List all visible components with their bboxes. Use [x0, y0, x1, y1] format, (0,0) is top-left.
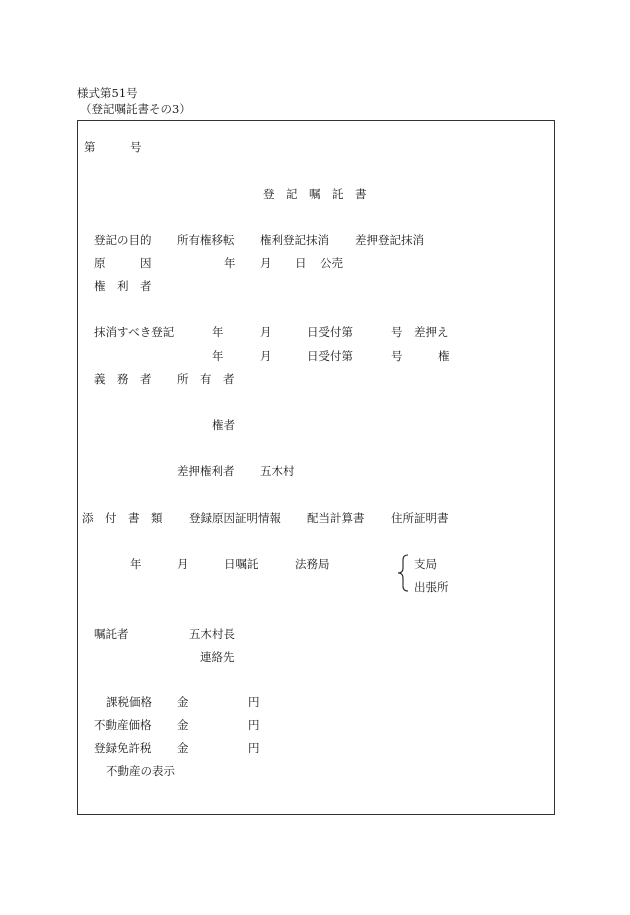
cancel-row2-month: 月 — [260, 349, 272, 363]
cancel-row2-reception: 日受付第 — [307, 349, 353, 363]
property-value-label: 不動産価格 — [94, 718, 152, 732]
purpose-item: 所有権移転 — [177, 233, 235, 247]
cause-label: 原 因 — [94, 256, 152, 270]
office-label: 出張所 — [414, 580, 449, 594]
date-year: 年 — [130, 557, 142, 571]
attachment-item: 登録原因証明情報 — [189, 511, 281, 525]
attachments-label: 添 付 書 類 — [82, 511, 163, 525]
property-value-currency: 金 — [177, 718, 189, 732]
obligor-owner: 所 有 者 — [177, 372, 235, 386]
cancel-row1-month: 月 — [260, 325, 272, 339]
seizure-holder-label: 差押権利者 — [177, 464, 235, 478]
registration-tax-currency: 金 — [177, 741, 189, 755]
contact-label: 連絡先 — [200, 650, 235, 664]
cancel-row1-number: 号 — [391, 325, 403, 339]
registration-tax-label: 登録免許税 — [94, 741, 152, 755]
property-value-yen: 円 — [248, 718, 260, 732]
purpose-item: 権利登記抹消 — [260, 233, 329, 247]
obligor-label: 義 務 者 — [94, 372, 152, 386]
registration-tax-yen: 円 — [248, 741, 260, 755]
form-subtitle: （登記嘱託書その3） — [80, 102, 191, 116]
cancel-label: 抹消すべき登記 — [94, 325, 175, 339]
form-number: 様式第51号 — [77, 86, 138, 100]
tax-value-yen: 円 — [248, 695, 260, 709]
date-month: 月 — [177, 557, 189, 571]
attachment-item: 住所証明書 — [391, 511, 449, 525]
cancel-row2-tail: 権 — [438, 349, 450, 363]
document-title: 登 記 嘱 託 書 — [263, 187, 367, 201]
cancel-row1-tail: 差押え — [414, 325, 449, 339]
date-day: 日嘱託 — [224, 557, 259, 571]
commissioner-label: 嘱託者 — [94, 627, 129, 641]
tax-value-label: 課税価格 — [106, 695, 152, 709]
form-frame — [77, 120, 555, 815]
cause-text: 公売 — [320, 256, 343, 270]
brace-icon — [396, 553, 410, 593]
cancel-row2-number: 号 — [391, 349, 403, 363]
cause-month: 月 — [260, 256, 272, 270]
cancel-row2-year: 年 — [212, 349, 224, 363]
branch-label: 支局 — [414, 557, 437, 571]
purpose-item: 差押登記抹消 — [355, 233, 424, 247]
seizure-holder-value: 五木村 — [260, 464, 295, 478]
attachment-item: 配当計算書 — [307, 511, 365, 525]
cancel-row1-reception: 日受付第 — [307, 325, 353, 339]
number-suffix: 号 — [130, 140, 142, 154]
cancel-row1-year: 年 — [212, 325, 224, 339]
obligor-holder: 権者 — [212, 418, 235, 432]
rights-holder-label: 権 利 者 — [94, 279, 152, 293]
property-display-label: 不動産の表示 — [106, 764, 175, 778]
tax-value-currency: 金 — [177, 695, 189, 709]
cause-year: 年 — [224, 256, 236, 270]
commissioner-name: 五木村長 — [189, 627, 235, 641]
cause-day: 日 — [295, 256, 307, 270]
bureau-label: 法務局 — [295, 557, 330, 571]
purpose-label: 登記の目的 — [94, 233, 152, 247]
number-label: 第 — [84, 140, 96, 154]
